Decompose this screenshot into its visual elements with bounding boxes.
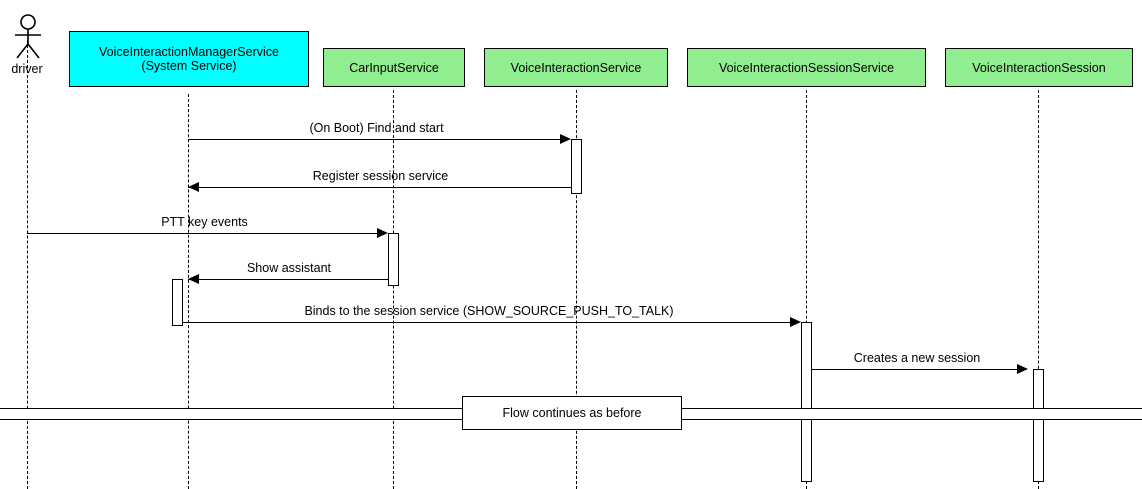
message-line-binds-to-the-session-service bbox=[183, 322, 795, 323]
participant-voiceinteractionsession[interactable] bbox=[945, 48, 1133, 87]
message-label-on-boot-find-and-start: (On Boot) Find and start bbox=[309, 121, 444, 135]
participant-label: CarInputService bbox=[349, 60, 439, 75]
participant-label-line2: (System Service) bbox=[141, 59, 237, 73]
message-label-register-session-service: Register session service bbox=[312, 169, 449, 183]
message-label-show-assistant: Show assistant bbox=[246, 261, 332, 275]
message-line-creates-a-new-session bbox=[812, 369, 1022, 370]
arrow-head-ptt-key-events bbox=[377, 228, 388, 238]
message-line-on-boot-find-and-start bbox=[188, 139, 565, 140]
arrow-head-register-session-service bbox=[188, 182, 199, 192]
actor-driver-icon bbox=[6, 14, 50, 65]
participant-voiceinteractionsessionservice[interactable] bbox=[687, 48, 926, 87]
message-line-show-assistant bbox=[188, 279, 388, 280]
arrow-head-binds-to-the-session-service bbox=[790, 317, 801, 327]
lifeline-voiceinteractionmanagerservice bbox=[188, 94, 189, 489]
participant-voiceinteractionmanagerservice[interactable] bbox=[69, 31, 309, 87]
arrow-head-show-assistant bbox=[188, 274, 199, 284]
participant-carinputservice[interactable] bbox=[323, 48, 465, 87]
flow-divider-label: Flow continues as before bbox=[502, 406, 642, 420]
message-label-creates-a-new-session: Creates a new session bbox=[853, 351, 981, 365]
message-label-binds-to-the-session-service: Binds to the session service (SHOW_SOURCE_PUSH_TO_TALK) bbox=[304, 304, 674, 318]
message-line-ptt-key-events bbox=[27, 233, 382, 234]
participant-label: VoiceInteractionService bbox=[510, 60, 642, 75]
activation-voiceinteractionmanagerservice bbox=[172, 279, 183, 326]
arrow-head-on-boot-find-and-start bbox=[560, 134, 571, 144]
flow-divider-box bbox=[462, 396, 682, 430]
lifeline-carinputservice bbox=[393, 90, 394, 489]
message-label-ptt-key-events: PTT key events bbox=[161, 215, 248, 229]
lifeline-driver bbox=[27, 40, 28, 489]
activation-voiceinteractionsessionservice bbox=[801, 322, 812, 482]
message-line-register-session-service bbox=[188, 187, 571, 188]
activation-voiceinteractionservice bbox=[571, 139, 582, 194]
participant-label: VoiceInteractionSession bbox=[972, 60, 1106, 75]
participant-voiceinteractionservice[interactable] bbox=[484, 48, 668, 87]
activation-voiceinteractionsession bbox=[1033, 369, 1044, 482]
actor-driver-label: driver bbox=[11, 62, 43, 76]
activation-carinputservice bbox=[388, 233, 399, 286]
participant-label: VoiceInteractionSessionService bbox=[718, 60, 895, 75]
participant-label-line1: VoiceInteractionManagerService bbox=[99, 45, 279, 59]
arrow-head-creates-a-new-session bbox=[1017, 364, 1028, 374]
